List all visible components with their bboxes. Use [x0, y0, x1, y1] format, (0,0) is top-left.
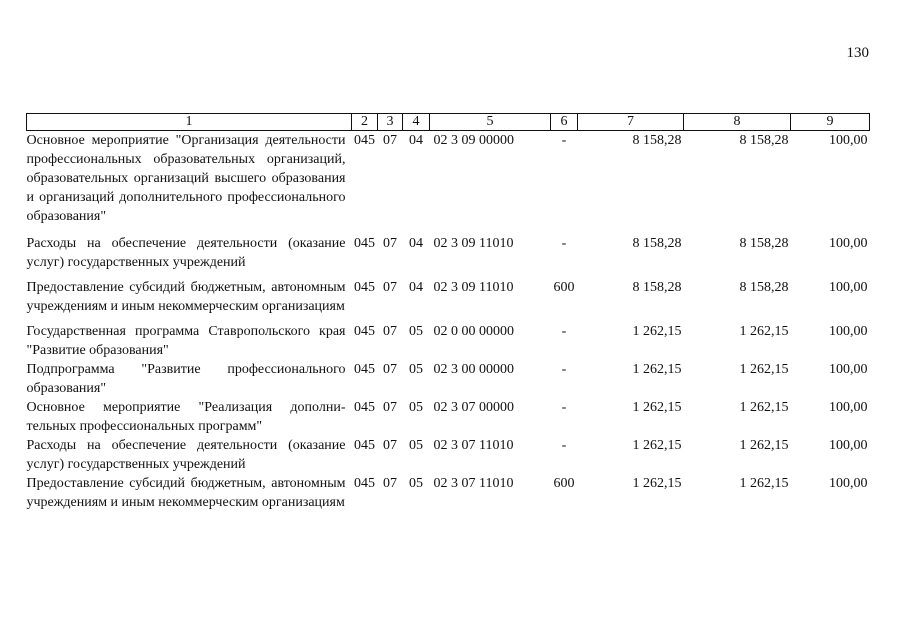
- column-header: 6: [551, 114, 578, 131]
- target-article: 02 3 07 11010: [433, 476, 514, 491]
- expense-type: -: [561, 324, 567, 339]
- section-code: 07: [383, 236, 397, 251]
- target-article: 02 3 07 11010: [433, 438, 514, 453]
- target-article: 02 3 00 00000: [433, 362, 514, 377]
- table-row: [27, 398, 870, 436]
- actual-amount: 1 262,15: [739, 362, 789, 377]
- column-header: 9: [791, 114, 870, 131]
- target-article: 02 3 09 00000: [433, 133, 514, 148]
- budget-table-body: [27, 131, 870, 513]
- actual-amount: 1 262,15: [739, 476, 789, 491]
- subsection-code: 05: [409, 476, 423, 491]
- expense-type: -: [561, 133, 567, 148]
- plan-amount: 1 262,15: [632, 438, 682, 453]
- row-name: Предоставление субсидий бюджетным, автономным учреждениям и иным некоммерческим организациям: [26, 280, 346, 314]
- subsection-code: 04: [409, 236, 423, 251]
- actual-amount: 8 158,28: [739, 133, 789, 148]
- plan-amount: 1 262,15: [632, 476, 682, 491]
- subsection-code: 04: [409, 133, 423, 148]
- column-header: 3: [378, 114, 403, 131]
- row-name: Основное мероприятие "Реализация дополнительных профессиональных программ": [26, 400, 346, 434]
- table-row: [27, 234, 870, 278]
- column-header: 2: [352, 114, 378, 131]
- subsection-code: 05: [409, 362, 423, 377]
- expense-type: 600: [553, 280, 575, 295]
- target-article: 02 3 09 11010: [433, 280, 514, 295]
- execution-percent: 100,00: [829, 476, 868, 491]
- target-article: 02 3 09 11010: [433, 236, 514, 251]
- execution-percent: 100,00: [829, 324, 868, 339]
- row-name: Основное мероприятие "Организация деятельности профессиональных образовательных организаций, образовательных организаций высшего образования и организаций дополнительного профессионального образования": [26, 133, 346, 224]
- plan-amount: 1 262,15: [632, 400, 682, 415]
- row-name: Расходы на обеспечение деятельности (оказание услуг) государственных учреждений: [26, 236, 346, 270]
- actual-amount: 1 262,15: [739, 438, 789, 453]
- table-row: [27, 278, 870, 322]
- ministry-code: 045: [354, 362, 375, 377]
- ministry-code: 045: [354, 476, 375, 491]
- actual-amount: 8 158,28: [739, 236, 789, 251]
- section-code: 07: [383, 476, 397, 491]
- section-code: 07: [383, 133, 397, 148]
- row-name: Подпрограмма "Развитие профессионального образования": [26, 362, 346, 396]
- ministry-code: 045: [354, 133, 375, 148]
- section-code: 07: [383, 324, 397, 339]
- subsection-code: 05: [409, 400, 423, 415]
- section-code: 07: [383, 280, 397, 295]
- page-number: 130: [846, 45, 869, 61]
- plan-amount: 8 158,28: [632, 133, 682, 148]
- section-code: 07: [383, 400, 397, 415]
- plan-amount: 8 158,28: [632, 280, 682, 295]
- actual-amount: 1 262,15: [739, 400, 789, 415]
- actual-amount: 1 262,15: [739, 324, 789, 339]
- ministry-code: 045: [354, 438, 375, 453]
- subsection-code: 05: [409, 438, 423, 453]
- column-header: 4: [403, 114, 430, 131]
- row-name: Предоставление субсидий бюджетным, автономным учреждениям и иным некоммерческим организациям: [26, 476, 346, 510]
- expense-type: -: [561, 438, 567, 453]
- ministry-code: 045: [354, 400, 375, 415]
- column-header: 5: [430, 114, 551, 131]
- section-code: 07: [383, 362, 397, 377]
- expense-type: -: [561, 362, 567, 377]
- execution-percent: 100,00: [829, 133, 868, 148]
- header-row: [27, 114, 870, 131]
- expense-type: 600: [553, 476, 575, 491]
- actual-amount: 8 158,28: [739, 280, 789, 295]
- plan-amount: 1 262,15: [632, 362, 682, 377]
- row-name: Расходы на обеспечение деятельности (оказание услуг) государственных учреждений: [26, 438, 346, 472]
- ministry-code: 045: [354, 280, 375, 295]
- ministry-code: 045: [354, 236, 375, 251]
- subsection-code: 04: [409, 280, 423, 295]
- target-article: 02 0 00 00000: [433, 324, 514, 339]
- table-row: [27, 131, 870, 235]
- plan-amount: 8 158,28: [632, 236, 682, 251]
- table-row: [27, 322, 870, 360]
- execution-percent: 100,00: [829, 362, 868, 377]
- execution-percent: 100,00: [829, 400, 868, 415]
- expense-type: -: [561, 236, 567, 251]
- table-row: [27, 436, 870, 474]
- execution-percent: 100,00: [829, 236, 868, 251]
- plan-amount: 1 262,15: [632, 324, 682, 339]
- table-row: [27, 474, 870, 512]
- ministry-code: 045: [354, 324, 375, 339]
- execution-percent: 100,00: [829, 438, 868, 453]
- expense-type: -: [561, 400, 567, 415]
- column-header: 8: [684, 114, 791, 131]
- subsection-code: 05: [409, 324, 423, 339]
- column-header: 1: [27, 114, 352, 131]
- budget-table: [26, 113, 870, 512]
- table-row: [27, 360, 870, 398]
- execution-percent: 100,00: [829, 280, 868, 295]
- row-name: Государственная программа Ставропольского края "Развитие образования": [26, 324, 346, 358]
- column-header: 7: [578, 114, 684, 131]
- target-article: 02 3 07 00000: [433, 400, 514, 415]
- section-code: 07: [383, 438, 397, 453]
